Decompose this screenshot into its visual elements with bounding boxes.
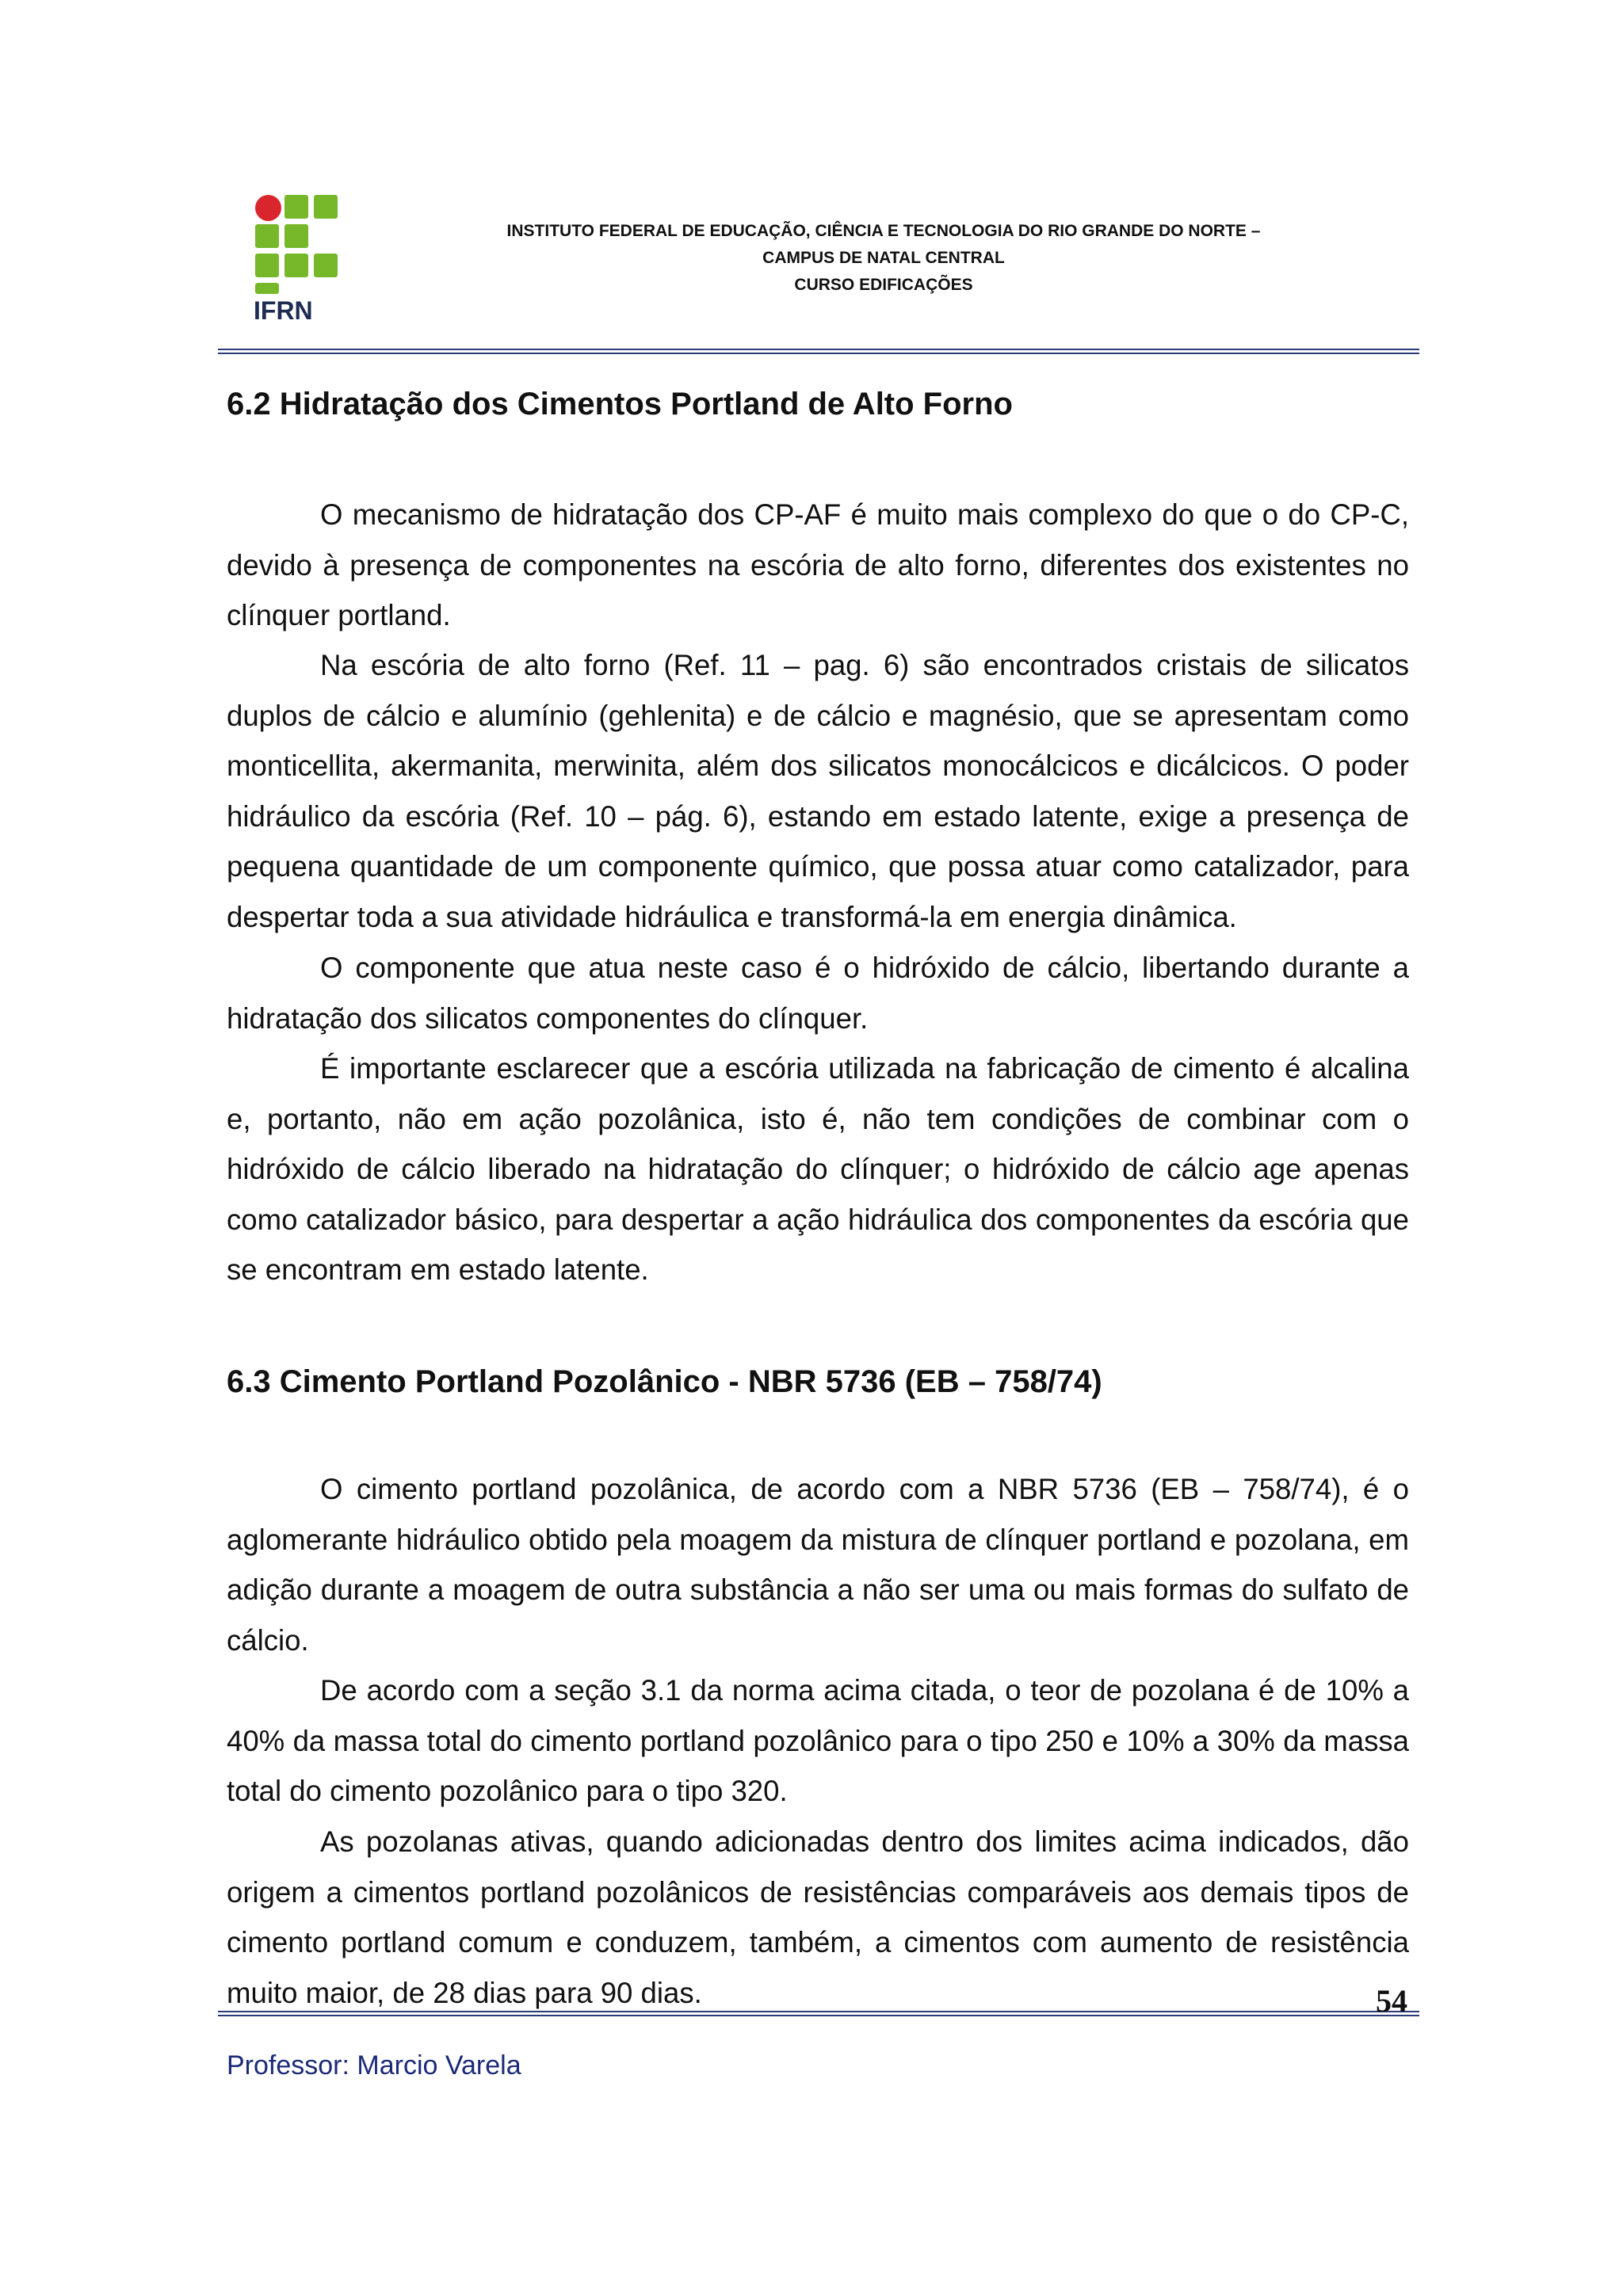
paragraph: Na escória de alto forno (Ref. 11 – pag. 6) são encontrados cristais de silicatos duplos de cálcio e alumínio (gehlenita) e de cálcio e magnésio, que se apresentam como monticellita, akermanita, merwinita, além dos silicatos monocálcicos e dicálcicos. O poder hidráulico da escória (Ref. 10 – pág. 6), estando em estado latente, exige a presença de pequena quantidade de um componente químico, que possa atuar como catalizador, para despertar toda a sua atividade hidráulica e transformá-la em energia dinâmica.	[227, 649, 1409, 933]
paragraph: O componente que atua neste caso é o hidróxido de cálcio, libertando durante a hidratação dos silicatos componentes do clínquer.	[227, 952, 1409, 1035]
paragraph: O cimento portland pozolânica, de acordo com a NBR 5736 (EB – 758/74), é o aglomerante hidráulico obtido pela moagem da mistura de clínquer portland e pozolana, em adição durante a moagem de outra substância a não ser uma ou mais formas do sulfato de cálcio.	[227, 1473, 1409, 1657]
institution-name: INSTITUTO FEDERAL DE EDUCAÇÃO, CIÊNCIA E TECNOLOGIA DO RIO GRANDE DO NORTE –	[506, 222, 1261, 240]
footer-rule	[218, 2015, 1419, 2016]
paragraph: É importante esclarecer que a escória utilizada na fabricação de cimento é alcalina e, portanto, não em ação pozolânica, isto é, não tem condições de combinar com o hidróxido de cálcio liberado na hidratação do clínquer; o hidróxido de cálcio age apenas como catalizador básico, para despertar a ação hidráulica dos componentes da escória que se encontram em estado latente.	[227, 1052, 1409, 1286]
paragraph: De acordo com a seção 3.1 da norma acima citada, o teor de pozolana é de 10% a 40% da massa total do cimento portland pozolânico para o tipo 250 e 10% a 30% da massa total do cimento pozolânico para o tipo 320.	[227, 1674, 1409, 1807]
page-number: 54	[1376, 1983, 1407, 2019]
logo-square	[314, 254, 338, 277]
section-6-2-title: 6.2 Hidratação dos Cimentos Portland de Alto Forno	[227, 387, 1013, 421]
logo-red-dot	[255, 195, 281, 221]
campus-name: CAMPUS DE NATAL CENTRAL	[762, 249, 1005, 267]
section-6-3-title: 6.3 Cimento Portland Pozolânico - NBR 5736 (EB – 758/74)	[227, 1364, 1102, 1399]
footer-rule	[218, 2011, 1419, 2012]
header-rule	[218, 349, 1419, 350]
logo-text: IFRN	[254, 296, 313, 325]
logo-square	[255, 254, 279, 277]
paragraph: O mecanismo de hidratação dos CP-AF é muito mais complexo do que o do CP-C, devido à presença de componentes na escória de alto forno, diferentes dos existentes no clínquer portland.	[227, 498, 1409, 631]
course-name: CURSO EDIFICAÇÕES	[794, 276, 973, 294]
ifrn-logo	[255, 195, 342, 330]
logo-square	[285, 224, 308, 248]
header-rule	[218, 353, 1419, 354]
logo-square	[255, 224, 279, 248]
logo-square	[285, 195, 308, 219]
professor-name: Professor: Marcio Varela	[227, 2050, 521, 2081]
logo-square	[314, 195, 338, 219]
paragraph: As pozolanas ativas, quando adicionadas dentro dos limites acima indicados, dão origem a cimentos portland pozolânicos de resistências comparáveis aos demais tipos de cimento portland comum e conduzem, também, a cimentos com aumento de resistência muito maior, de 28 dias para 90 dias.	[227, 1825, 1409, 2009]
logo-square	[255, 283, 279, 294]
logo-square	[285, 254, 308, 277]
